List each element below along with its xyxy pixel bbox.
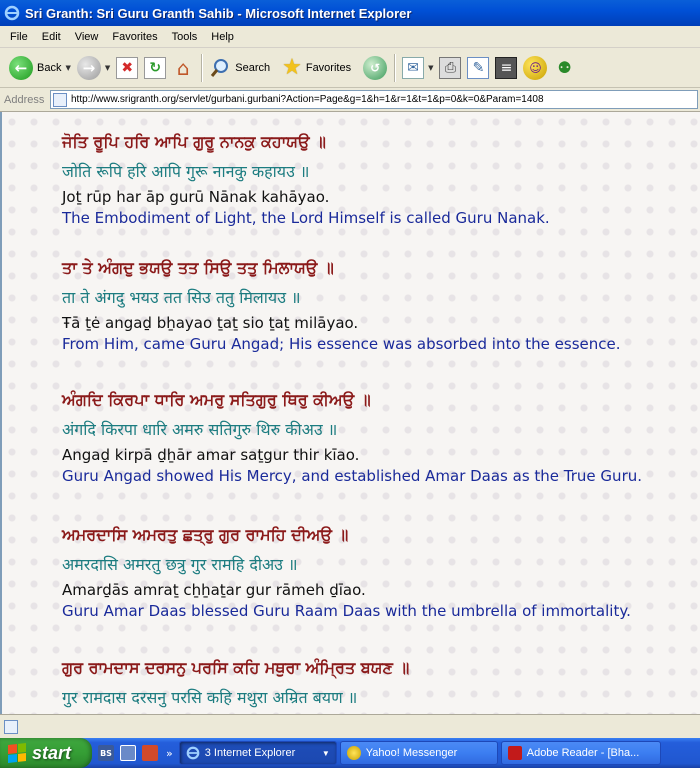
verse-translation: From Him, came Guru Angad; His essence was absorbed into the essence. bbox=[62, 335, 621, 353]
standard-toolbar bbox=[0, 48, 700, 88]
title-bar bbox=[0, 0, 700, 26]
verse-devanagari: गुर रामदास दरसनु परसि कहि मथुरा अम्रित बयण ॥ bbox=[62, 688, 358, 707]
status-bar bbox=[0, 714, 700, 738]
home-button[interactable] bbox=[169, 52, 197, 84]
verse-transliteration: Joṯ rūp har āp gurū Nānak kahāyao. bbox=[62, 188, 330, 206]
quicklaunch-media-icon[interactable] bbox=[142, 745, 158, 761]
page-icon bbox=[53, 93, 67, 107]
favorites-star-icon: ★ bbox=[282, 55, 302, 80]
back-button[interactable] bbox=[6, 52, 74, 84]
internet-explorer-icon bbox=[4, 5, 20, 21]
quick-launch bbox=[92, 738, 179, 768]
menu-help[interactable]: Help bbox=[211, 30, 234, 43]
windows-flag-icon bbox=[8, 743, 26, 763]
mail-icon: ✉ bbox=[402, 57, 424, 79]
verse-gurmukhi: ਤਾ ਤੇ ਅੰਗਦੁ ਭਯਉ ਤਤ ਸਿਉ ਤਤੁ ਮਿਲਾਯਉ ॥ bbox=[62, 258, 334, 277]
menu-bar bbox=[0, 26, 700, 48]
task-internet-explorer[interactable] bbox=[179, 741, 337, 765]
task-group-dropdown-icon[interactable]: ▼ bbox=[321, 748, 330, 758]
menu-file[interactable]: File bbox=[10, 30, 28, 43]
task-label: Yahoo! Messenger bbox=[365, 747, 458, 759]
research-button[interactable] bbox=[492, 52, 520, 84]
refresh-button[interactable] bbox=[141, 52, 169, 84]
address-bar bbox=[0, 88, 700, 112]
messenger-people-icon: ⚉ bbox=[557, 58, 572, 77]
edit-button[interactable] bbox=[464, 52, 492, 84]
research-icon: ≡ bbox=[495, 57, 517, 79]
verse-gurmukhi: ਅੰਗਦਿ ਕਿਰਪਾ ਧਾਰਿ ਅਮਰੁ ਸਤਿਗੁਰੁ ਥਿਰੁ ਕੀਅਉ ॥ bbox=[62, 390, 371, 409]
verse-block bbox=[62, 658, 692, 708]
quicklaunch-show-desktop-icon[interactable] bbox=[120, 745, 136, 761]
task-adobe-reader[interactable] bbox=[501, 741, 661, 765]
refresh-icon: ↻ bbox=[144, 57, 166, 79]
forward-button[interactable] bbox=[74, 52, 113, 84]
search-button[interactable] bbox=[206, 52, 273, 84]
verse-translation: The Embodiment of Light, the Lord Himself is called Guru Nanak. bbox=[62, 209, 550, 227]
task-label: 3 Internet Explorer bbox=[204, 747, 296, 759]
search-label: Search bbox=[235, 61, 271, 74]
start-label: start bbox=[32, 742, 72, 763]
verse-block bbox=[62, 525, 692, 620]
toolbar-separator bbox=[394, 54, 395, 82]
adobe-reader-icon bbox=[508, 746, 522, 760]
print-icon: ⎙ bbox=[439, 57, 461, 79]
mail-dropdown-icon[interactable]: ▼ bbox=[428, 63, 434, 72]
mail-button[interactable] bbox=[399, 52, 436, 84]
back-label: Back bbox=[37, 61, 62, 74]
internet-explorer-icon bbox=[186, 746, 200, 760]
menu-tools[interactable]: Tools bbox=[171, 30, 198, 43]
verse-translation: Guru Amar Daas blessed Guru Raam Daas with the umbrella of immortality. bbox=[62, 602, 631, 620]
favorites-label: Favorites bbox=[305, 61, 352, 74]
yahoo-messenger-button[interactable] bbox=[520, 52, 550, 84]
yahoo-messenger-icon bbox=[347, 746, 361, 760]
verse-devanagari: ता ते अंगदु भयउ तत सिउ ततु मिलायउ ॥ bbox=[62, 288, 301, 307]
verse-transliteration: Amarḏās amraṯ cẖẖaṯar gur rāmeh ḏīao. bbox=[62, 581, 366, 599]
verse-block bbox=[62, 132, 692, 227]
task-label: Adobe Reader - [Bha... bbox=[526, 747, 640, 759]
favorites-button[interactable] bbox=[279, 52, 354, 84]
menu-favorites[interactable]: Favorites bbox=[112, 30, 158, 43]
start-button[interactable] bbox=[0, 738, 92, 768]
toolbar-separator bbox=[201, 54, 202, 82]
history-icon: ↺ bbox=[363, 56, 387, 80]
forward-arrow-icon: → bbox=[77, 56, 101, 80]
address-label: Address bbox=[4, 93, 45, 106]
back-arrow-icon: ← bbox=[9, 56, 33, 80]
forward-dropdown-icon[interactable]: ▼ bbox=[104, 63, 111, 72]
windows-taskbar bbox=[0, 738, 700, 768]
quicklaunch-more-icon[interactable]: » bbox=[166, 746, 173, 760]
verse-block bbox=[62, 258, 692, 353]
home-icon: ⌂ bbox=[176, 55, 190, 80]
history-button[interactable] bbox=[360, 52, 390, 84]
menu-view[interactable]: View bbox=[74, 30, 99, 43]
page-content bbox=[0, 112, 700, 714]
address-url[interactable]: http://www.srigranth.org/servlet/gurbani.gurbani?Action=Page&g=1&h=1&r=1&t=1&p=0&k=0&Param=1408 bbox=[71, 94, 544, 105]
verse-gurmukhi: ਅਮਰਦਾਸਿ ਅਮਰਤੁ ਛਤ੍ਰੁ ਗੁਰ ਰਾਮਹਿ ਦੀਅਉ ॥ bbox=[62, 525, 349, 544]
task-yahoo-messenger[interactable] bbox=[340, 741, 498, 765]
stop-icon: ✖ bbox=[116, 57, 138, 79]
messenger-button[interactable] bbox=[550, 52, 578, 84]
yahoo-messenger-icon: ☺ bbox=[523, 56, 547, 80]
verse-gurmukhi: ਗੁਰ ਰਾਮਦਾਸ ਦਰਸਨੁ ਪਰਸਿ ਕਹਿ ਮਥੁਰਾ ਅੰਮ੍ਰਿਤ ਬਯਣ ॥ bbox=[62, 658, 410, 677]
verse-devanagari: अमरदासि अमरतु छत्रु गुर रामहि दीअउ ॥ bbox=[62, 555, 298, 574]
verse-transliteration: Angaḏ kirpā ḏẖār amar saṯgur thir kīao. bbox=[62, 446, 360, 464]
verse-devanagari: अंगदि किरपा धारि अमरु सतिगुरु थिरु कीअउ ॥ bbox=[62, 420, 338, 439]
verse-translation: Guru Angad showed His Mercy, and established Amar Daas as the True Guru. bbox=[62, 467, 643, 485]
verse-transliteration: Ŧā ṯė angaḏ bẖayao ṯaṯ sio ṯaṯ milāyao. bbox=[62, 314, 359, 332]
back-dropdown-icon[interactable]: ▼ bbox=[65, 63, 71, 72]
search-icon bbox=[209, 57, 231, 79]
verse-block bbox=[62, 390, 692, 485]
print-button[interactable] bbox=[436, 52, 464, 84]
stop-button[interactable] bbox=[113, 52, 141, 84]
verse-gurmukhi: ਜੋਤਿ ਰੂਪਿ ਹਰਿ ਆਪਿ ਗੁਰੂ ਨਾਨਕੁ ਕਹਾਯਉ ॥ bbox=[62, 132, 326, 151]
verse-devanagari: जोति रूपि हरि आपि गुरू नानकु कहायउ ॥ bbox=[62, 162, 310, 181]
window-title: Sri Granth: Sri Guru Granth Sahib - Microsoft Internet Explorer bbox=[25, 5, 412, 21]
quicklaunch-app-icon[interactable]: BS bbox=[98, 745, 114, 761]
edit-page-icon: ✎ bbox=[467, 57, 489, 79]
address-input[interactable] bbox=[50, 90, 698, 109]
menu-edit[interactable]: Edit bbox=[41, 30, 61, 43]
status-page-icon bbox=[4, 720, 18, 734]
